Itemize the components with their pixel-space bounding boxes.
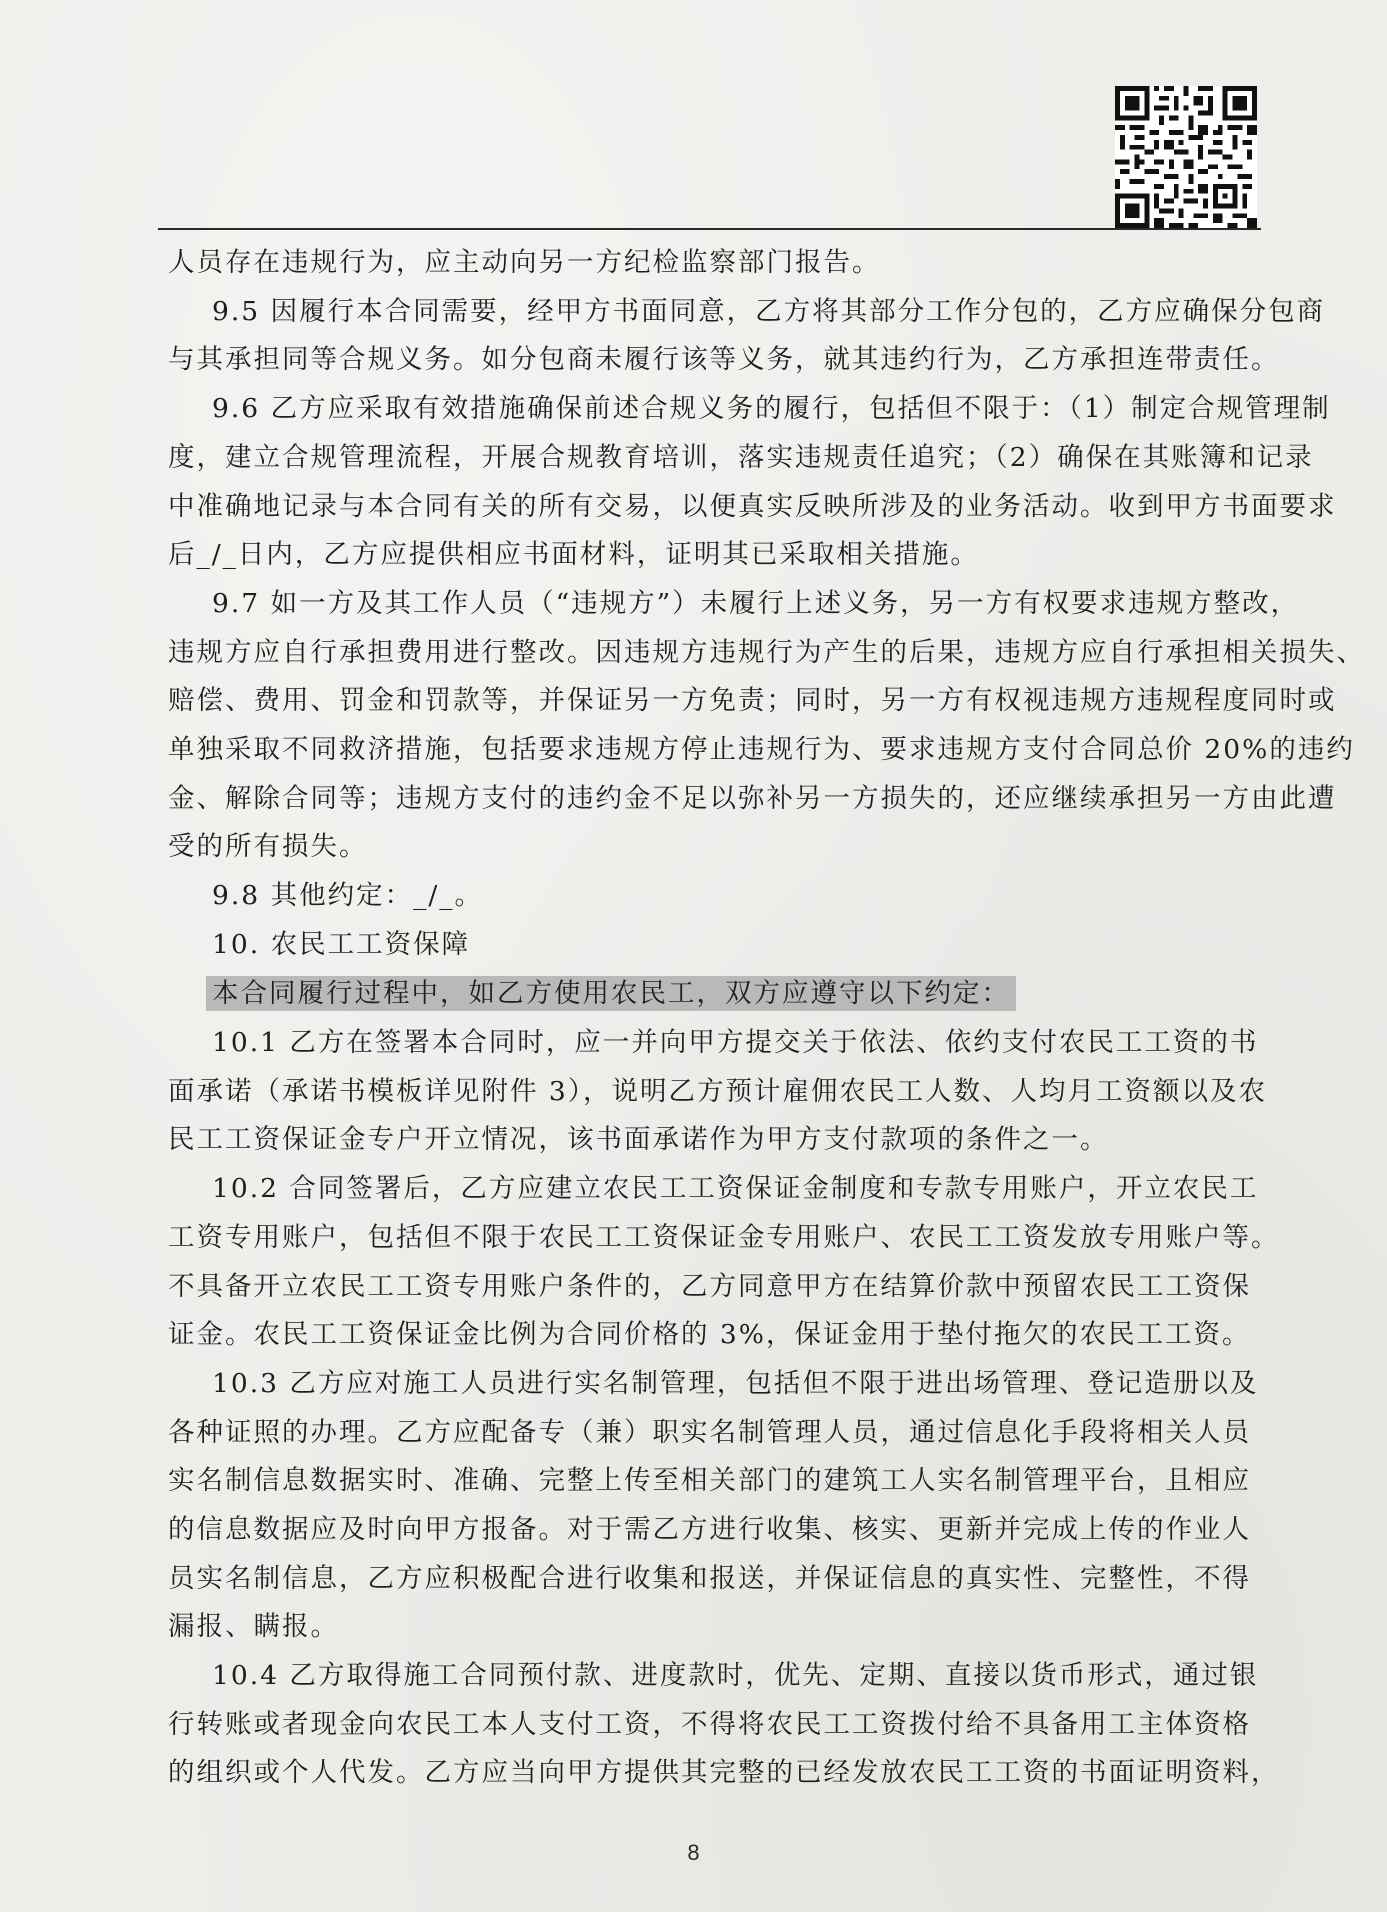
clause-10-3: 10.3 乙方应对施工人员进行实名制管理，包括但不限于进出场管理、登记造册以及 xyxy=(212,1368,1259,1399)
text-line: 实名制信息数据实时、准确、完整上传至相关部门的建筑工人实名制管理平台，且相应 xyxy=(168,1465,1251,1496)
page-number: 8 xyxy=(687,1840,700,1865)
text-line: 金、解除合同等；违规方支付的违约金不足以弥补另一方损失的，还应继续承担另一方由此遭 xyxy=(168,783,1337,814)
clause-9-5: 9.5 因履行本合同需要，经甲方书面同意，乙方将其部分工作分包的，乙方应确保分包商 xyxy=(212,296,1326,327)
section-10-heading: 10. 农民工工资保障 xyxy=(212,929,471,960)
clause-10-2: 10.2 合同签署后，乙方应建立农民工工资保证金制度和专款专用账户，开立农民工 xyxy=(212,1173,1259,1204)
text-line: 证金。农民工工资保证金比例为合同价格的 3%，保证金用于垫付拖欠的农民工工资。 xyxy=(168,1319,1251,1350)
clause-9-7: 9.7 如一方及其工作人员（“违规方”）未履行上述义务，另一方有权要求违规方整改， xyxy=(212,588,1300,619)
text-line: 各种证照的办理。乙方应配备专（兼）职实名制管理人员，通过信息化手段将相关人员 xyxy=(168,1417,1251,1448)
highlighted-intro xyxy=(212,971,1016,1010)
text-line: 的信息数据应及时向甲方报备。对于需乙方进行收集、核实、更新并完成上传的作业人 xyxy=(168,1514,1251,1545)
text-line: 违规方应自行承担费用进行整改。因违规方违规行为产生的后果，违规方应自行承担相关损失、 xyxy=(168,637,1365,668)
text-line: 度，建立合规管理流程，开展合规教育培训，落实违规责任追究；（2）确保在其账簿和记录 xyxy=(168,442,1314,473)
header-divider xyxy=(158,228,1261,230)
clause-9-8: 9.8 其他约定：_/_。 xyxy=(212,880,483,911)
clause-9-6: 9.6 乙方应采取有效措施确保前述合规义务的履行，包括但不限于：（1）制定合规管理制 xyxy=(212,393,1331,424)
text-line: 工资专用账户，包括但不限于农民工工资保证金专用账户、农民工工资发放专用账户等。 xyxy=(168,1222,1280,1253)
text-line: 单独采取不同救济措施，包括要求违规方停止违规行为、要求违规方支付合同总价 20%的违约 xyxy=(168,734,1355,765)
text-line: 人员存在违规行为，应主动向另一方纪检监察部门报告。 xyxy=(168,247,881,278)
highlight-mark: 本合同履行过程中，如乙方使用农民工，双方应遵守以下约定： xyxy=(206,976,1016,1011)
text-line: 行转账或者现金向农民工本人支付工资，不得将农民工工资拨付给不具备用工主体资格 xyxy=(168,1709,1251,1740)
text-line: 面承诺（承诺书模板详见附件 3），说明乙方预计雇佣农民工人数、人均月工资额以及农 xyxy=(168,1076,1268,1107)
clause-10-4: 10.4 乙方取得施工合同预付款、进度款时，优先、定期、直接以货币形式，通过银 xyxy=(212,1660,1259,1691)
text-line: 不具备开立农民工工资专用账户条件的，乙方同意甲方在结算价款中预留农民工工资保 xyxy=(168,1271,1251,1302)
text-line: 漏报、瞒报。 xyxy=(168,1611,339,1642)
clause-10-1: 10.1 乙方在签署本合同时，应一并向甲方提交关于依法、依约支付农民工工资的书 xyxy=(212,1027,1259,1058)
text-line: 民工工资保证金专户开立情况，该书面承诺作为甲方支付款项的条件之一。 xyxy=(168,1124,1109,1155)
text-line: 受的所有损失。 xyxy=(168,831,368,862)
text-line: 员实名制信息，乙方应积极配合进行收集和报送，并保证信息的真实性、完整性，不得 xyxy=(168,1563,1251,1594)
text-line: 赔偿、费用、罚金和罚款等，并保证另一方免责；同时，另一方有权视违规方违规程度同时或 xyxy=(168,685,1337,716)
text-line: 的组织或个人代发。乙方应当向甲方提供其完整的已经发放农民工工资的书面证明资料， xyxy=(168,1757,1280,1788)
text-line: 后_/_日内，乙方应提供相应书面材料，证明其已采取相关措施。 xyxy=(168,539,979,570)
qr-code-image xyxy=(1115,86,1257,228)
text-line: 与其承担同等合规义务。如分包商未履行该等义务，就其违约行为，乙方承担连带责任。 xyxy=(168,344,1280,375)
text-line: 中准确地记录与本合同有关的所有交易，以便真实反映所涉及的业务活动。收到甲方书面要求 xyxy=(168,491,1337,522)
